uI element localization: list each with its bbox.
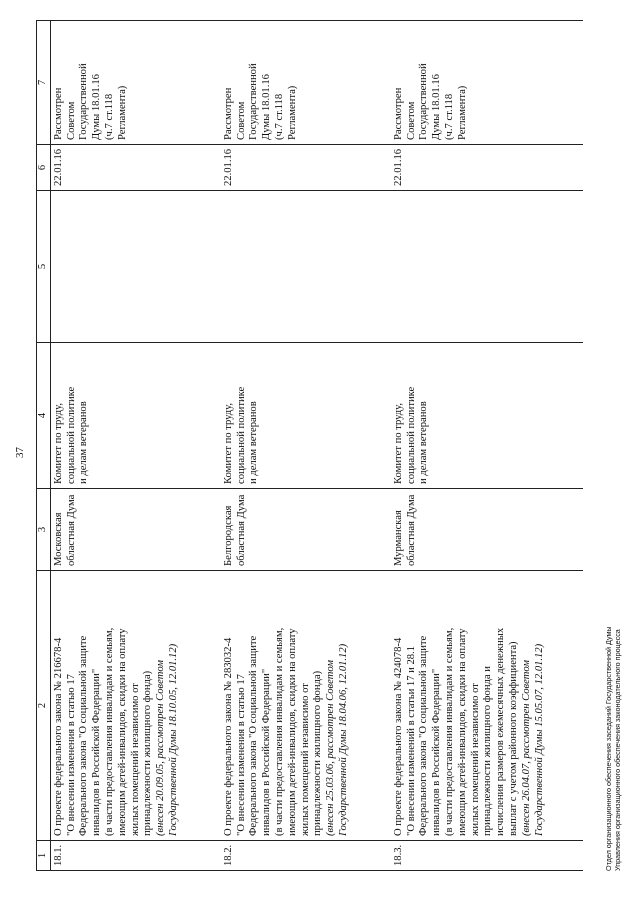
status-cell	[221, 21, 391, 145]
status-line: Советом	[235, 101, 247, 140]
initiator	[221, 489, 391, 571]
initiator-line: Белгородская	[222, 505, 234, 566]
column-5-cell	[391, 191, 583, 343]
row-number: 18.1.	[50, 841, 221, 871]
table-row	[391, 21, 583, 871]
status-line: (ч.7 ст.118	[443, 93, 455, 140]
page-number: 37	[14, 447, 26, 458]
committee-line: социальной политике	[65, 386, 77, 484]
status-line: Думы 18.01.16	[261, 74, 273, 140]
table-row	[221, 21, 391, 871]
bill-title-line: имеющим детей-инвалидов, скидки на оплату	[116, 628, 128, 836]
initiator-line: Московская	[52, 512, 64, 566]
row-number: 18.3.	[391, 841, 583, 871]
bill-title-line: "О внесении изменения в статью 17	[235, 674, 247, 836]
bill-title-line: принадлежности жилищного фонда и	[482, 666, 494, 836]
column-5-cell	[50, 191, 221, 343]
bill-description	[391, 571, 583, 841]
status-line: Рассмотрен	[392, 87, 404, 140]
bill-title-line: (в части предоставления инвалидам и семьям,	[103, 627, 115, 836]
status-line: (ч.7 ст.118	[103, 93, 115, 140]
bill-note-line: (внесен 26.04.07, рассмотрен Советом	[520, 660, 532, 836]
table-header-row	[37, 21, 51, 871]
bill-title-line: инвалидов в Российской Федерации"	[91, 668, 103, 836]
footer-line: Отдел организационного обеспечения заседаний Государственной Думы	[604, 626, 613, 871]
committee-line: социальной политике	[405, 386, 417, 484]
bill-title-line: имеющим детей-инвалидов, скидки на оплату	[286, 628, 298, 836]
status-line: Государственной	[418, 63, 430, 140]
status-line: Думы 18.01.16	[91, 74, 103, 140]
status-line: Рассмотрен	[222, 87, 234, 140]
bill-title-line: О проекте федерального закона № 216678-4	[52, 637, 64, 836]
bill-title-line: исчисления размеров ежемесячных денежных	[495, 627, 507, 836]
column-header-1: 1	[37, 841, 51, 871]
status-line: Регламента)	[456, 85, 468, 140]
status-line: Рассмотрен	[52, 87, 64, 140]
bill-title-line: имеющим детей-инвалидов, скидки на оплату	[456, 628, 468, 836]
bill-title-line: (в части предоставления инвалидам и семьям,	[443, 627, 455, 836]
status-line: Регламента)	[286, 85, 298, 140]
bill-description	[221, 571, 391, 841]
committee-line: Комитет по труду,	[52, 402, 64, 484]
page-footer	[604, 626, 622, 871]
column-header-6: 6	[37, 145, 51, 191]
bill-title-line: принадлежности жилищного фонда)	[142, 670, 154, 836]
bill-title-line: жилых помещений независимо от	[469, 683, 481, 836]
date-cell: 22.01.16	[221, 145, 391, 191]
column-5-cell	[221, 191, 391, 343]
row-number: 18.2.	[221, 841, 391, 871]
committee-line: социальной политике	[235, 386, 247, 484]
bill-title-line: принадлежности жилищного фонда)	[312, 670, 324, 836]
committee-line: и делам ветеранов	[248, 401, 260, 484]
status-line: (ч.7 ст.118	[273, 93, 285, 140]
bill-title-line: инвалидов в Российской Федерации"	[261, 668, 273, 836]
bill-note-line: Государственной Думы 15.05.07, 12.01.12)	[533, 643, 545, 836]
initiator	[50, 489, 221, 571]
bill-title-line: О проекте федерального закона № 283032-4	[222, 637, 234, 836]
bill-title-line: "О внесении изменения в статью 17	[65, 674, 77, 836]
initiator-line: Мурманская	[392, 510, 404, 566]
bill-description	[50, 571, 221, 841]
bill-title-line: О проекте федерального закона № 424078-4	[392, 637, 404, 836]
status-line: Государственной	[78, 63, 90, 140]
column-header-5: 5	[37, 191, 51, 343]
bill-note-line: Государственной Думы 18.04.06, 12.01.12)	[337, 643, 349, 836]
footer-line: Управления организационного обеспечения законодательного процесса	[613, 629, 622, 871]
committee	[50, 343, 221, 489]
bill-title-line: Федерального закона "О социальной защите	[78, 635, 90, 836]
bill-title-line: (в части предоставления инвалидам и семьям,	[273, 627, 285, 836]
bill-title-line: жилых помещений независимо от	[299, 683, 311, 836]
committee-line: и делам ветеранов	[418, 401, 430, 484]
status-line: Советом	[65, 101, 77, 140]
column-header-7: 7	[37, 21, 51, 145]
initiator-line: областная Дума	[65, 494, 77, 566]
column-header-3: 3	[37, 489, 51, 571]
status-cell	[391, 21, 583, 145]
initiator	[391, 489, 583, 571]
committee	[221, 343, 391, 489]
table-row	[50, 21, 221, 871]
status-line: Государственной	[248, 63, 260, 140]
bill-title-line: жилых помещений независимо от	[129, 683, 141, 836]
status-line: Советом	[405, 101, 417, 140]
committee-line: и делам ветеранов	[78, 401, 90, 484]
bill-note-line: Государственной Думы 18.10.05, 12.01.12)	[167, 643, 179, 836]
date-cell: 22.01.16	[391, 145, 583, 191]
initiator-line: областная Дума	[405, 494, 417, 566]
bill-title-line: Федерального закона "О социальной защите	[418, 635, 430, 836]
committee-line: Комитет по труду,	[392, 402, 404, 484]
bill-title-line: выплат с учетом районного коэффициента)	[507, 641, 519, 836]
date-cell: 22.01.16	[50, 145, 221, 191]
bill-title-line: Федерального закона "О социальной защите	[248, 635, 260, 836]
status-line: Регламента)	[116, 85, 128, 140]
committee-line: Комитет по труду,	[222, 402, 234, 484]
bill-note-line: (внесен 20.09.05, рассмотрен Советом	[155, 660, 167, 836]
bill-note-line: (внесен 25.03.06, рассмотрен Советом	[325, 660, 337, 836]
bills-table	[36, 20, 583, 871]
bill-title-line: инвалидов в Российской Федерации"	[431, 668, 443, 836]
bill-title-line: "О внесении изменений в статьи 17 и 28.1	[405, 645, 417, 836]
status-line: Думы 18.01.16	[431, 74, 443, 140]
initiator-line: областная Дума	[235, 494, 247, 566]
column-header-4: 4	[37, 343, 51, 489]
committee	[391, 343, 583, 489]
column-header-2: 2	[37, 571, 51, 841]
status-cell	[50, 21, 221, 145]
